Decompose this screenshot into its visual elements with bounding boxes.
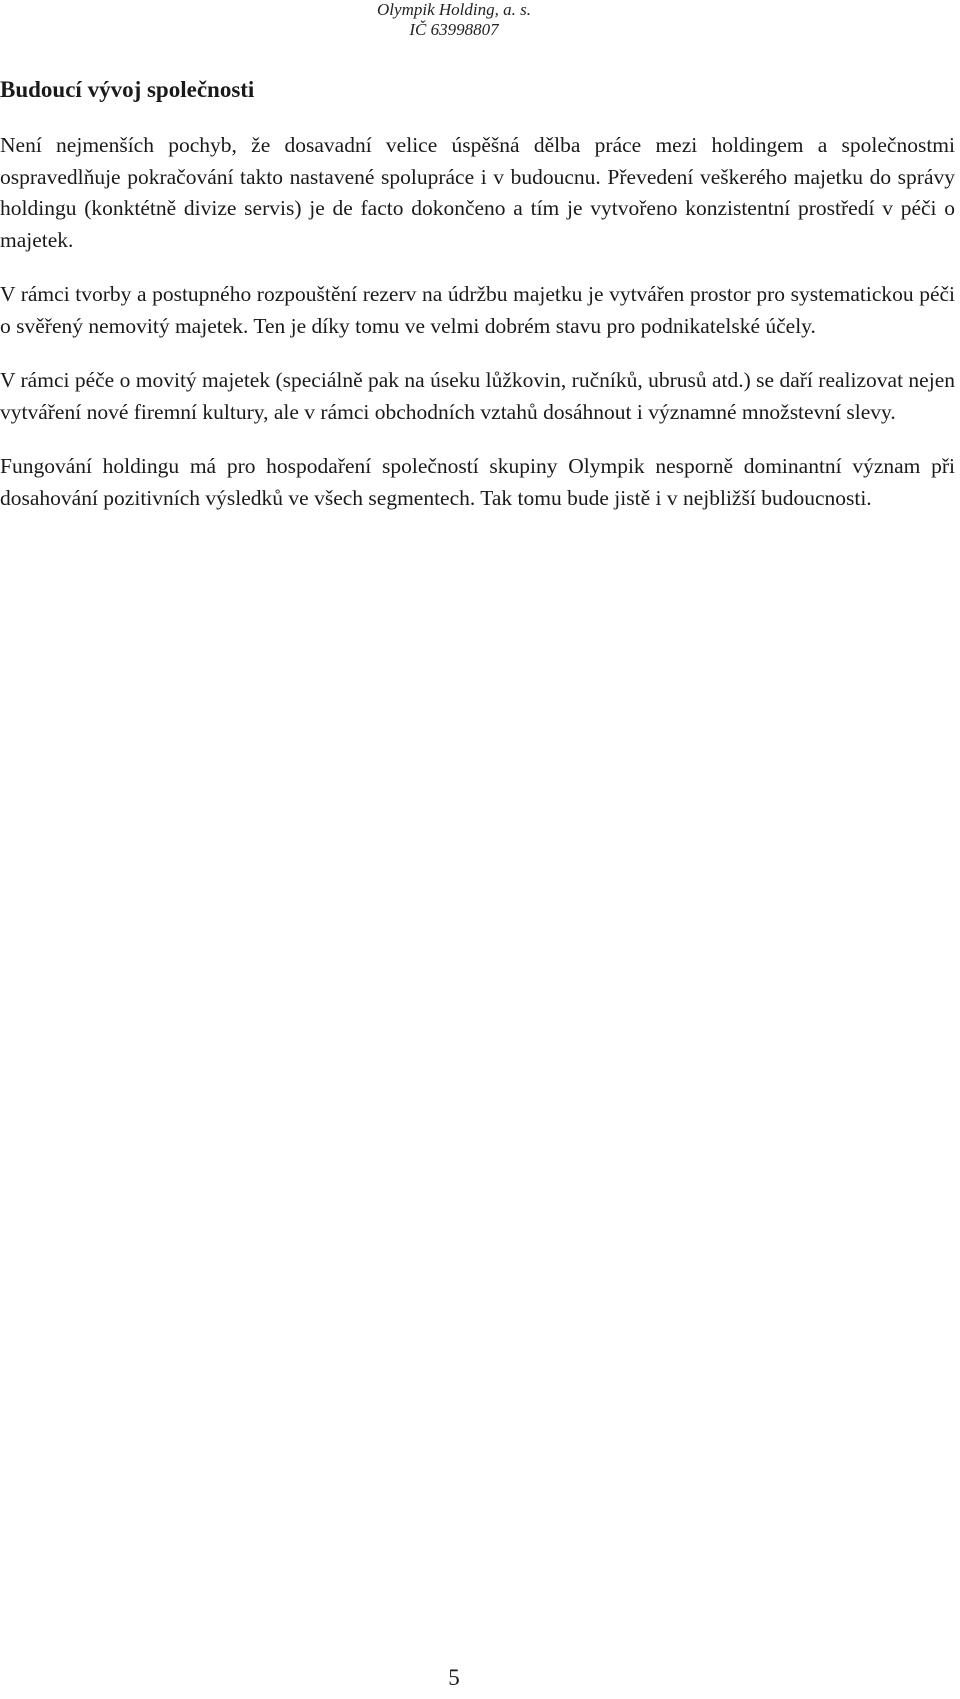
paragraph-2: V rámci tvorby a postupného rozpouštění rezerv na údržbu majetku je vytvářen prostor pro systematickou péči o svěřený nemovitý majetek. Ten je díky tomu ve velmi dobrém stavu pro podnikatelské účely.	[0, 282, 955, 338]
document-body	[0, 130, 955, 537]
header-id-number: IČ 63998807	[409, 20, 499, 39]
page-number: 5	[448, 1665, 460, 1690]
section-title: Budoucí vývoj společnosti	[0, 77, 255, 102]
paragraph-4: Fungování holdingu má pro hospodaření společností skupiny Olympik nesporně dominantní význam při dosahování pozitivních výsledků ve všech segmentech. Tak tomu bude jistě i v nejbližší budoucnosti.	[0, 454, 955, 510]
page-header	[0, 0, 908, 40]
paragraph-1: Není nejmenších pochyb, že dosavadní velice úspěšná dělba práce mezi holdingem a společnostmi ospravedlňuje pokračování takto nastavené spolupráce i v budoucnu. Převedení veškerého majetku do správy holdingu (konktétně divize servis) je de facto dokončeno a tím je vytvořeno konzistentní prostředí v péči o majetek.	[0, 133, 955, 252]
header-company-name: Olympik Holding, a. s.	[377, 0, 531, 19]
paragraph-3: V rámci péče o movitý majetek (speciálně pak na úseku lůžkovin, ručníků, ubrusů atd.) se daří realizovat nejen vytváření nové firemní kultury, ale v rámci obchodních vztahů dosáhnout i významné množstevní slevy.	[0, 368, 955, 424]
